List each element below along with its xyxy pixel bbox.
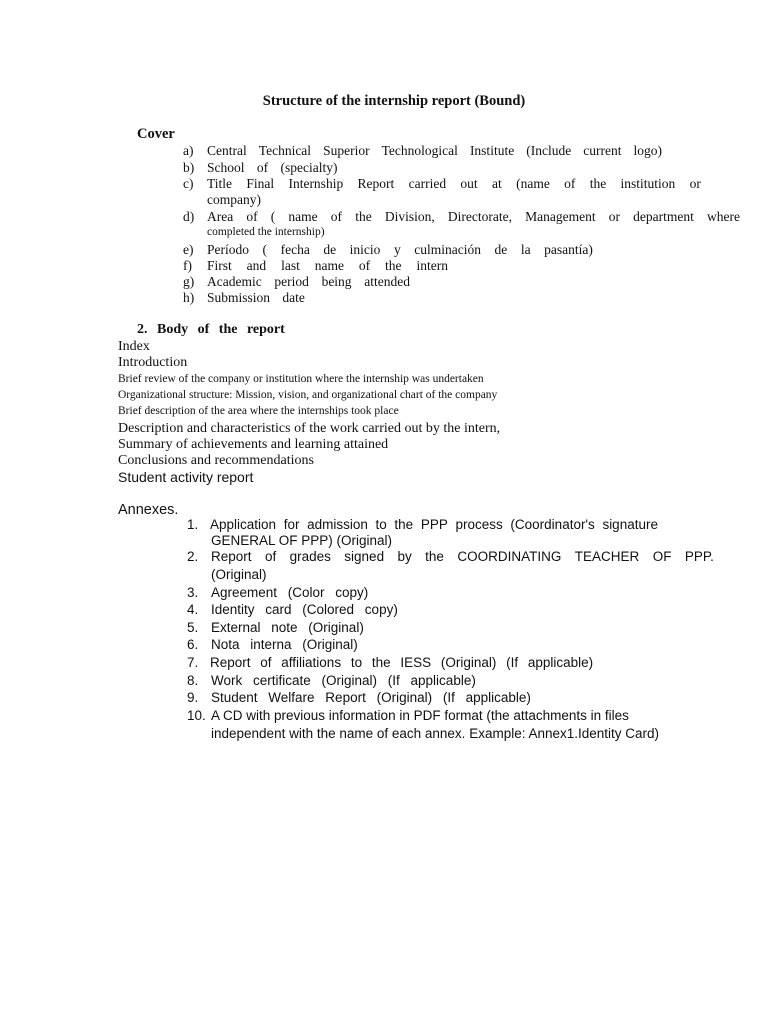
body-item: Student activity report	[118, 469, 254, 485]
cover-item-text: Submission date	[207, 290, 305, 305]
annex-item-marker: 6.	[187, 637, 199, 652]
annex-item-text: Agreement (Color copy)	[211, 585, 369, 600]
body-item: Brief review of the company or institution where the internship was undertaken	[118, 373, 484, 385]
cover-item-text: Area of ( name of the Division, Directorate, Management or department where	[207, 209, 740, 224]
body-item: Summary of achievements and learning attained	[118, 437, 389, 452]
annex-item-text-cont: independent with the name of each annex. Example: Annex1.Identity Card)	[211, 726, 660, 741]
cover-item-marker: f)	[183, 258, 192, 273]
cover-item-text: Central Technical Superior Technological Institute (Include current logo)	[207, 143, 662, 158]
annex-item-marker: 5.	[187, 620, 199, 635]
annex-item-text: Report of affiliations to the IESS (Original) (If applicable)	[210, 655, 594, 670]
annex-item-marker: 4.	[187, 602, 199, 617]
body-item: Brief description of the area where the internships took place	[118, 405, 399, 417]
annex-item-marker: 7.	[187, 655, 199, 670]
annex-item-marker: 9.	[187, 690, 199, 705]
annex-item-text: Identity card (Colored copy)	[211, 602, 398, 617]
annex-item-marker: 2.	[187, 549, 199, 564]
annex-item-marker: 8.	[187, 673, 199, 688]
cover-item-marker: a)	[183, 143, 194, 158]
annex-item-text-cont: (Original)	[211, 567, 267, 582]
annex-item-text: Work certificate (Original) (If applicable)	[211, 673, 476, 688]
body-heading: 2. Body of the report	[137, 322, 285, 337]
annex-item-text: Application for admission to the PPP process (Coordinator's signature	[210, 517, 658, 532]
cover-item-marker: e)	[183, 242, 194, 257]
cover-item-marker: g)	[183, 274, 195, 289]
body-item: Introduction	[118, 355, 188, 370]
annex-item-text: A CD with previous information in PDF format (the attachments in files	[211, 708, 629, 723]
annex-item-marker: 1.	[187, 517, 199, 532]
annex-item-text: Student Welfare Report (Original) (If applicable)	[211, 690, 531, 705]
cover-item-text: Title Final Internship Report carried out at (name of the institution or	[207, 176, 701, 191]
document-title: Structure of the internship report (Bound)	[262, 93, 526, 109]
body-item: Description and characteristics of the work carried out by the intern,	[118, 421, 501, 436]
body-item: Index	[118, 339, 150, 354]
cover-item-marker: d)	[183, 209, 195, 224]
cover-item-text: Academic period being attended	[207, 274, 410, 289]
annex-item-text-cont: GENERAL OF PPP) (Original)	[211, 533, 393, 548]
cover-item-text: First and last name of the intern	[207, 258, 448, 273]
annex-item-marker: 10.	[187, 708, 206, 723]
annex-item-text: Report of grades signed by the COORDINATING TEACHER OF PPP.	[211, 549, 714, 564]
cover-item-text: Período ( fecha de inicio y culminación de la pasantía)	[207, 242, 593, 257]
cover-item-text-cont: completed the internship)	[207, 226, 325, 238]
annex-item-marker: 3.	[187, 585, 199, 600]
cover-item-marker: h)	[183, 290, 195, 305]
cover-item-text: School of (specialty)	[207, 160, 338, 175]
annex-item-text: External note (Original)	[211, 620, 364, 635]
cover-item-marker: b)	[183, 160, 195, 175]
cover-item-text-cont: company)	[207, 192, 261, 207]
cover-heading: Cover	[137, 126, 175, 142]
body-item: Organizational structure: Mission, vision, and organizational chart of the company	[118, 389, 498, 401]
annexes-heading: Annexes.	[118, 502, 179, 518]
body-item: Conclusions and recommendations	[118, 453, 314, 468]
annex-item-text: Nota interna (Original)	[211, 637, 358, 652]
cover-item-marker: c)	[183, 176, 194, 191]
